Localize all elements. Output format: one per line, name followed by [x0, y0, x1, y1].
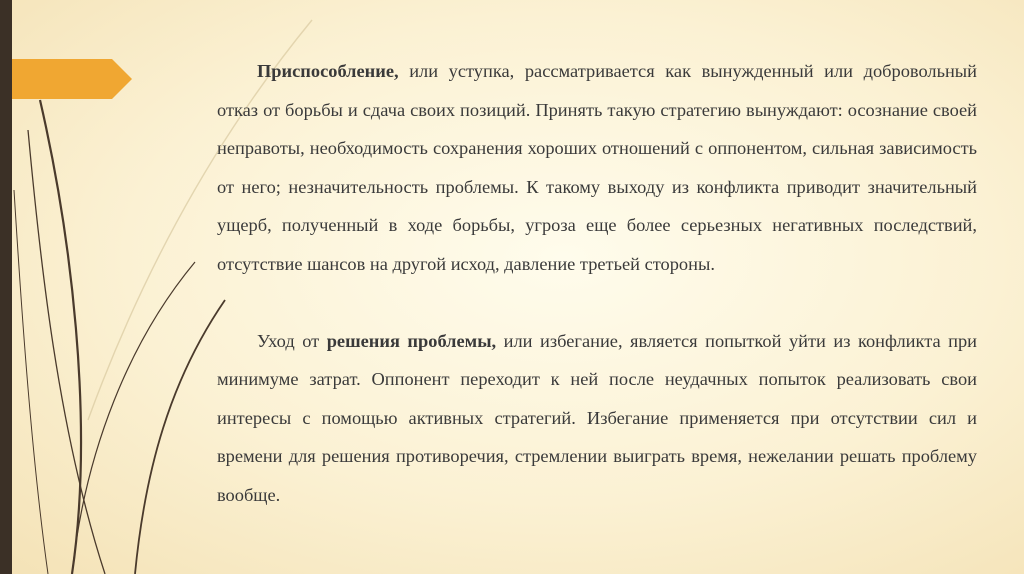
curve-5: [14, 190, 48, 574]
paragraph-avoidance: [217, 322, 977, 515]
curve-1: [40, 100, 81, 574]
term-accommodation: Приспособление,: [257, 61, 399, 81]
paragraph-accommodation: [217, 52, 977, 283]
term-problem-solving: решения проблемы,: [326, 330, 497, 351]
paragraph-avoidance-text: или избегание, является попыткой уйти из конфликта при минимуме затрат. Оппонент переходит к ней после неудачных попыток реализовать свои интересы с помощью активных стратегий. Избегание применяется при отсутствии сил и времени для решения противоречия, стремлении выиграть время, нежелании решать проблему вообще.: [217, 330, 977, 505]
curve-3: [72, 262, 195, 574]
left-dark-bar: [0, 0, 12, 574]
paragraph-accommodation-text: или уступка, рассматривается как вынужденный или добровольный отказ от борьбы и сдача своих позиций. Принять такую стратегию вынуждают: осознание своей неправоты, необходимость сохранения хороших отношений с оппонентом, сильная зависимость от него; незначительность проблемы. К такому выходу из конфликта приводит значительный ущерб, полученный в ходе борьбы, угроза еще более серьезных негативных последствий, отсутствие шансов на другой исход, давление третьей стороны.: [217, 61, 977, 274]
curve-2: [28, 130, 105, 574]
curve-4: [135, 300, 225, 574]
orange-arrow-tab: [12, 59, 132, 99]
slide-content: [217, 52, 977, 514]
paragraph-avoidance-lead: Уход от: [257, 330, 327, 351]
